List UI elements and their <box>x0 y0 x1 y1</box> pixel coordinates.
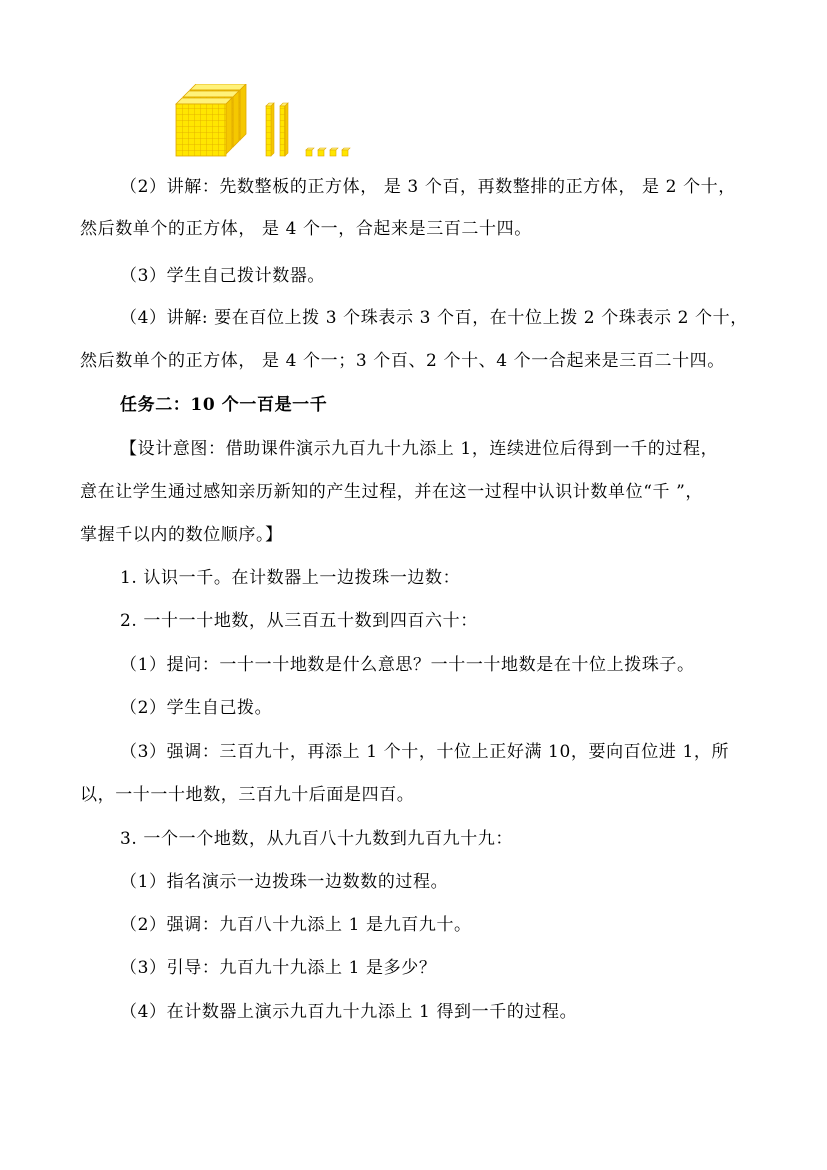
paragraph-line: 然后数单个的正方体， 是 4 个一，合起来是三百二十四。 <box>80 219 532 239</box>
paragraph-line: （2）学生自己拨。 <box>120 698 273 718</box>
one-cube <box>318 148 326 156</box>
design-intent-line: 【设计意图：借助课件演示九百九十九添上 1，连续进位后得到一千的过程， <box>120 439 719 459</box>
hundred-plate <box>176 98 232 156</box>
design-intent-line: 意在让学生通过感知亲历新知的产生过程，并在这一过程中认识计数单位“千 ”， <box>80 482 703 502</box>
paragraph-line: （3）强调：三百九十，再添上 1 个十，十位上正好满 10，要向百位进 1，所 <box>120 742 730 762</box>
base-ten-blocks-figure <box>170 84 370 162</box>
list-item: 2. 一十一十地数，从三百五十数到四百六十： <box>120 611 478 631</box>
one-cube <box>342 148 350 156</box>
ten-rod <box>280 103 288 156</box>
hundreds-plates <box>176 84 246 156</box>
list-item: 3. 一个一个地数，从九百八十九数到九百九十九： <box>120 829 514 849</box>
paragraph-line: （2）强调：九百八十九添上 1 是九百九十。 <box>120 915 472 935</box>
paragraph-line: （1）提问：一十一十地数是什么意思？一十一十地数是在十位上拨珠子。 <box>120 655 695 675</box>
section-heading: 任务二：10 个一百是一千 <box>120 395 328 415</box>
paragraph-line: （2）讲解：先数整板的正方体， 是 3 个百，再数整排的正方体， 是 2 个十， <box>120 177 736 197</box>
paragraph-line: 以，一十一十地数，三百九十后面是四百。 <box>80 785 415 805</box>
paragraph-line: （3）学生自己拨计数器。 <box>120 266 326 286</box>
paragraph-line: （4）在计数器上演示九百九十九添上 1 得到一千的过程。 <box>120 1002 578 1022</box>
paragraph-line: （1）指名演示一边拨珠一边数数的过程。 <box>120 872 449 892</box>
one-cube <box>306 148 314 156</box>
ten-rod <box>266 103 274 156</box>
ones-cubes <box>306 148 350 156</box>
paragraph-line: （4）讲解: 要在百位上拨 3 个珠表示 3 个百，在十位上拨 2 个珠表示 2 个十， <box>120 308 748 328</box>
tens-rods <box>266 103 288 156</box>
paragraph-line: 然后数单个的正方体， 是 4 个一；3 个百、2 个十、4 个一合起来是三百二十四。 <box>80 351 725 371</box>
one-cube <box>330 148 338 156</box>
design-intent-line: 掌握千以内的数位顺序。】 <box>80 525 283 545</box>
list-item: 1. 认识一千。在计数器上一边拨珠一边数： <box>120 568 461 588</box>
paragraph-line: （3）引导：九百九十九添上 1 是多少？ <box>120 958 437 978</box>
